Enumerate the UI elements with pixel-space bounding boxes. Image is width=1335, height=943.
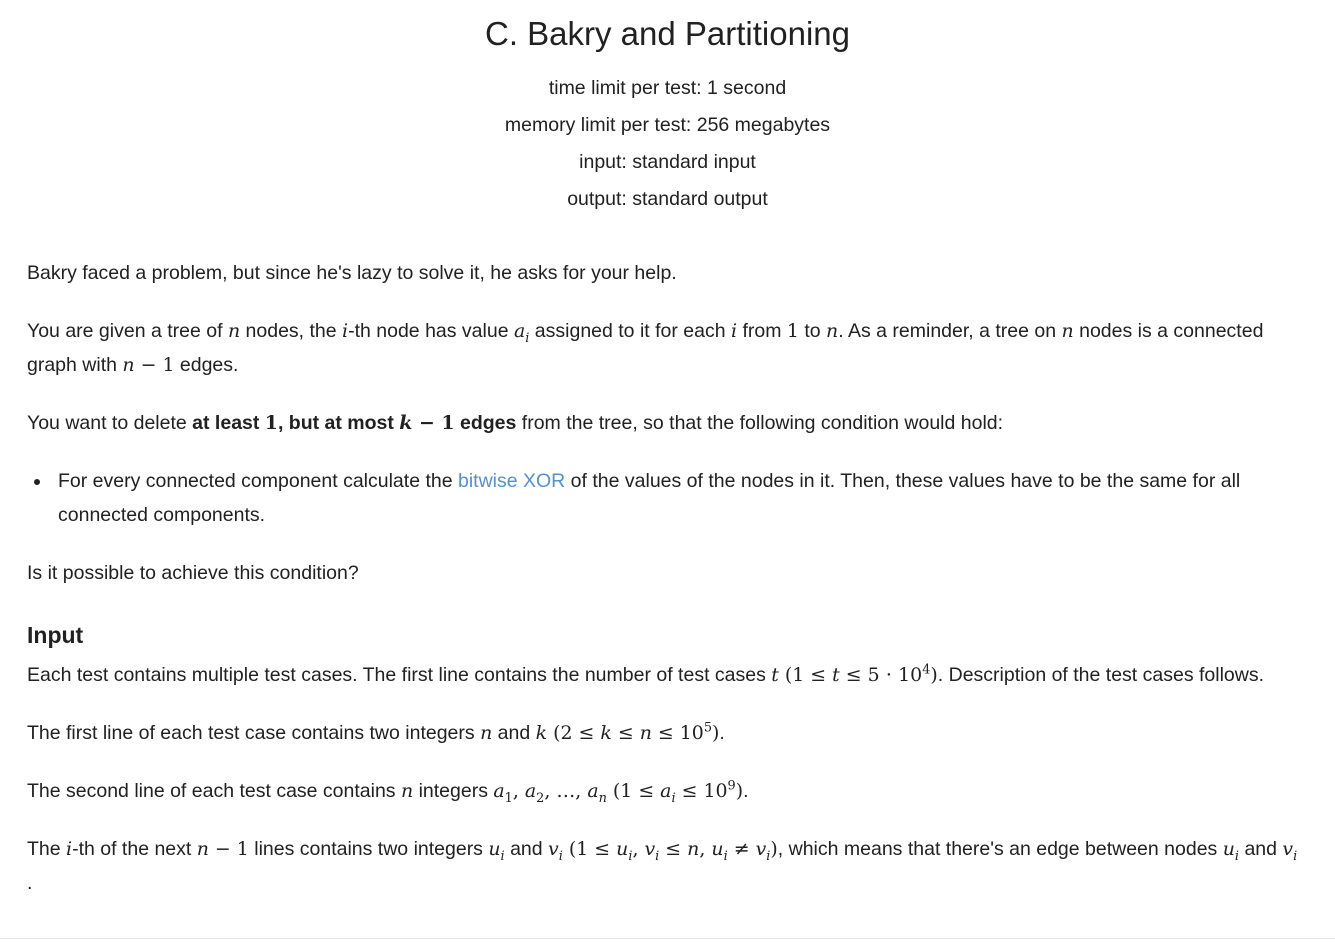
input-paragraph-2: The first line of each test case contains two integers n and k $(2 \le k \le n \le 10^5)$. bbox=[27, 720, 725, 744]
time-limit-value: 1 second bbox=[707, 77, 787, 99]
input-paragraph-4: The i-th of the next n − 1 lines contains two integers $u_i$ and $v_i$ ($1 \le u_i$, $v_i \le n$, $u_i \ne v_i$), which means that there's an edge between nodes $u_i$ and $v_i$ . bbox=[27, 838, 1298, 894]
input-file-label: input: bbox=[579, 151, 627, 173]
output-file-value: standard output bbox=[632, 188, 768, 210]
input-file-value: standard input bbox=[632, 151, 756, 173]
section-divider bbox=[0, 938, 1335, 939]
condition-list bbox=[27, 464, 1308, 532]
memory-limit-value: 256 megabytes bbox=[696, 114, 831, 136]
input-section-heading: Input bbox=[27, 622, 84, 648]
bitwise-xor-link[interactable]: bitwise XOR bbox=[457, 470, 566, 492]
time-limit bbox=[0, 70, 1335, 107]
statement-paragraph-3: You want to delete at least 1, but at most k − 1 edges from the tree, so that the following condition would hold: bbox=[27, 412, 1004, 434]
list-item: • For every connected component calculate the bitwise XOR of the values of the nodes in it. Then, these values have to be the same for all connected components. bbox=[52, 464, 1308, 532]
output-file bbox=[0, 181, 1335, 218]
output-file-label: output: bbox=[567, 188, 627, 210]
statement-paragraph-1: Bakry faced a problem, but since he's lazy to solve it, he asks for your help. bbox=[27, 262, 677, 284]
statement-paragraph-4: Is it possible to achieve this condition? bbox=[27, 562, 359, 584]
problem-limits bbox=[0, 70, 1335, 218]
statement-paragraph-2: You are given a tree of n nodes, the i-th node has value $a_i$ assigned to it for each i from 1 to n. As a reminder, a tree on n nodes is a connected graph with n − 1 edges. bbox=[27, 320, 1264, 376]
problem-body bbox=[0, 256, 1335, 900]
memory-limit bbox=[0, 107, 1335, 144]
memory-limit-label: memory limit per test: bbox=[504, 114, 692, 136]
input-paragraph-1: Each test contains multiple test cases. The first line contains the number of test cases t $(1 \le t \le 5 \cdot 10^4)$. Description of the test cases follows. bbox=[27, 662, 1265, 686]
problem-title: C. Bakry and Partitioning bbox=[484, 15, 850, 52]
problem-header bbox=[0, 0, 1335, 232]
time-limit-label: time limit per test: bbox=[548, 77, 702, 99]
input-paragraph-3: The second line of each test case contains n integers $a_1$, $a_2$, …, $a_n$ $(1 \le a_i \le 10^9)$. bbox=[27, 778, 749, 806]
input-file bbox=[0, 144, 1335, 181]
